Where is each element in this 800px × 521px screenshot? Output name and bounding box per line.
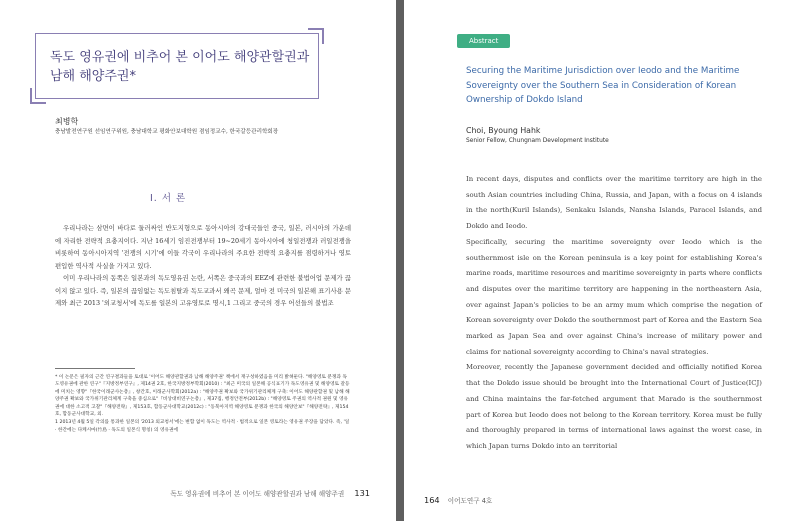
title-corner-ornament bbox=[308, 28, 324, 44]
left-page bbox=[0, 0, 396, 521]
abstract-paragraph: Moreover, recently the Japanese government decided and officially notified Korea that the Dokdo issue should be brought into the International Court of Justice(ICJ) and China maintains the far-fetched argument that Marado is the southernmost part of Korea but Ieodo does not belong to the Korean territory. Korea must be fully and thoroughly prepared in terms of international laws against the worst case, in which Japan turns Dokdo into an territorial bbox=[466, 363, 762, 450]
section-heading: Ⅰ. 서 론 bbox=[150, 193, 187, 204]
abstract-paragraph: Specifically, securing the maritime sovereignty over Ieodo which is the southernmost isle on the Korean peninsula is a key point for establishing Korea's marine roads, maritime resources and maritime sovereignty in parts where conflicts and disputes over the maritime territory are happening in the northeastern Asia, over against Japan's policies to be an army mum which comprise the negation of Korean sovereignty over Dokdo the southernmost part of Korea and the Eastern Sea marked as Japan Sea and over against China's increase of military power and claims for national sovereignty according to China's naval strategies. bbox=[466, 237, 762, 356]
abstract-paragraph: In recent days, disputes and conflicts over the maritime territory are high in the south Asian countries including China, Russia, and Japan, with a focus on 4 islands in the north(Kuril Islands), Senkaku Islands, Nansha Islands, Paracel Islands, and Dokdo and Ieodo. bbox=[466, 175, 762, 231]
english-author: Choi, Byoung Hahk bbox=[466, 126, 541, 135]
footnotes bbox=[55, 374, 351, 435]
footnote: * 이 논문은 필자의 근간 연구결과들을 토대로 '이어도 해양관할권과 남해 해양주권' 책에서 재구성하였음을 미리 밝혀둔다. "해양영토 분쟁과 독도영유권에 관한 연구"『지방정부연구』, 제14권 2호, 한국지방정부학회(2010) : "최근 미국의 일본해 공식표기가 독도영유권 및 해양영토 갈등에 미치는 영향"『한국이래군사논총』, 창간호, 이래군사학회(2012a) : "해양주권 확보와 국가위기관리체계 구축: 이어도 해양관할권 및 남해 해양주권 확보와 국가위기관리체계 구축을 중심으로"『비상대비연구논총』, 제37집, 행정안전부(2012b) : "해양영토 주권의 역사적 권원 및 영유권에 대한 소고적 고찰"『해양전략』, 제153호, 합동군사대학교(2012c) : "동북아지역 해양영토 분쟁과 한국의 해양안보"『해양전략』, 제154호, 합동군사대학교, 외. bbox=[55, 375, 350, 418]
page-number: 131 bbox=[354, 488, 370, 498]
english-title: Securing the Maritime Jurisdiction over Ieodo and the Maritime Sovereignty over the Southern Sea in Consideration of Korean Ownership of Dokdo Island bbox=[466, 66, 740, 105]
footer-title: 이어도연구 4호 bbox=[447, 497, 493, 505]
page-number: 164 bbox=[424, 495, 440, 505]
title-corner-ornament bbox=[30, 88, 46, 104]
author-name: 최병학 bbox=[55, 117, 79, 126]
footer-title: 독도 영유권에 비추어 본 이어도 해양관할권과 남해 해양주권 bbox=[170, 490, 345, 498]
footnote: 1 2013년 4월 5일 각의를 통과한 일본의 '2013 외교청서'에는 변함 없이 독도는 역사적 · 법적으로 일본 영토라는 영유권 주장을 담았다. 즉, '일 · 한간에는 다케시마(竹島 · 독도의 일본식 명칭) 의 영유권에 bbox=[55, 420, 350, 433]
author-affiliation: 충남발전연구원 선임연구위원, 충남대학교 평화안보대학원 겸임정교수, 한국갈등관리학회장 bbox=[55, 129, 279, 135]
running-footer bbox=[170, 488, 370, 498]
abstract-body bbox=[466, 172, 762, 455]
abstract-badge: Abstract bbox=[457, 34, 510, 48]
english-affiliation: Senior Fellow, Chungnam Development Institute bbox=[466, 138, 609, 144]
title-frame bbox=[35, 33, 319, 99]
korean-body bbox=[55, 222, 351, 310]
korean-title: 독도 영유권에 비추어 본 이어도 해양관할권과 남해 해양주권* bbox=[50, 50, 310, 84]
right-page bbox=[404, 0, 800, 521]
footnote-divider bbox=[55, 368, 135, 369]
running-footer bbox=[424, 495, 492, 505]
body-paragraph: 이미 우리나라의 동쪽은 일본과의 독도영유권 논란, 서쪽은 중국과의 EEZ에 관련한 불법어업 문제가 끊이지 않고 있다. 즉, 일본의 끊임없는 독도침탈과 독도교과서 왜곡 문제, 얼마 전 미국의 일본해 표기사용 문제와 최근 2013 '외교청서'에 독도를 일본의 고유영토로 명시,1 그리고 중국의 경우 어선들의 불법조 bbox=[55, 274, 351, 307]
body-paragraph: 우리나라는 삼면이 바다로 둘러싸인 반도지형으로 동아시아의 강대국들인 중국, 일본, 러시아의 가운데에 자리한 전략적 요충지이다. 지난 16세기 임진전쟁부터 19~20세기 동아시아에 청일전쟁과 러일전쟁을 비롯하여 동아시아지역 '전쟁의 시기'에 이들 각국이 우리나라의 주요한 전략적 요충지를 점령하거나 영토편입한 역사적 사실을 가지고 있다. bbox=[55, 224, 351, 270]
